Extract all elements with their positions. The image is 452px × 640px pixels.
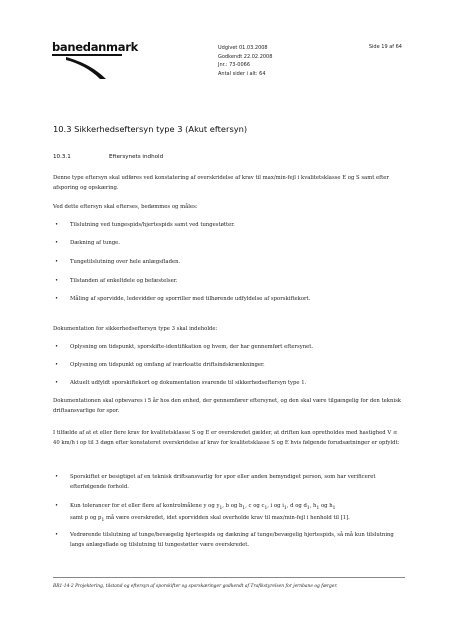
meta-journal-number: Jnr.: 73-0066 <box>218 62 250 69</box>
list-item: • Tungetilslutning over hele anlægsfladen. <box>53 258 405 268</box>
subsection-heading <box>53 154 163 160</box>
banedanmark-logo <box>52 40 138 80</box>
logo-wordmark: banedanmark <box>52 40 138 54</box>
list-item: • Oplysning om tidspunkt og omfang af iværksatte driftsindskrænkninger. <box>53 361 405 371</box>
document-metadata <box>218 44 272 78</box>
bullet-icon: • <box>55 278 59 284</box>
paragraph-documentation: Dokumentation for sikkerhedseftersyn type 3 skal indeholde: <box>53 326 218 332</box>
list-item: • Vedrørende tilslutning af tunge/bevægelig hjertespids og dækning af tunge/bevægelig hjertespids, så må kun tilslutning langs anlægsflade og tilslutning til tungestøtter være overskredet. <box>55 532 394 548</box>
bullet-icon: • <box>55 222 59 228</box>
meta-approved: Godkendt 22.02.2008 <box>218 53 273 60</box>
subsection-number: 10.3.1 <box>53 154 71 160</box>
bullet-icon: • <box>55 503 59 509</box>
logo-track-icon <box>66 57 112 79</box>
paragraph-operating-conditions: I tilfælde af at et eller flere krav for kvalitetsklasse S og E er overskredet gælder, at driften kan opretholdes med hastighed V ≤ 40 km/h i op til 3 døgn efter konstateret overskridelse af krav for kvalitetsklasse S og E hvis følgende forudsætninger er opfyldt: <box>53 430 400 446</box>
bullet-icon: • <box>55 259 59 265</box>
paragraph-inspection-scope: Ved dette eftersyn skal efterses, bedømmes og måles: <box>53 204 198 210</box>
bullet-icon: • <box>55 532 59 538</box>
list-item: • Oplysning om tidspunkt, sporskifte-identifikation og hvem, der har gennemført eftersynet. <box>53 343 405 353</box>
footer-divider <box>53 577 405 578</box>
list-item: • Tilstanden af enkeltdele og befæstelser. <box>53 277 405 287</box>
bullet-icon: • <box>55 474 59 480</box>
bullet-icon: • <box>55 362 59 368</box>
page-footer: BR1-14-2 Projektering, tilstand og eftersyn af sporskifter og sporskæringer godkendt af Trafikstyrelsen for jernbane og færger. <box>53 584 338 589</box>
paragraph-retention: Dokumentationen skal opbevares i 5 år hos den enhed, der gennemfører eftersynet, og den skal være tilgængelig for den teknisk driftsansvarlige for spor. <box>53 398 402 414</box>
list-item: • Måling af sporvidde, ledevidder og sporriller med tilhørende udfyldelse af sporskiftekort. <box>53 295 405 305</box>
list-item: • Dækning af tunge. <box>53 239 405 249</box>
meta-published: Udgivet 01.03.2008 <box>218 45 268 51</box>
list-item: • Aktuelt udfyldt sporskiftekort og dokumentation svarende til sikkerhedseftersyn type 1. <box>53 379 405 389</box>
list-item <box>53 502 405 525</box>
bullet-icon: • <box>55 240 59 246</box>
list-item: • Sporskiftet er besigtiget af en teknisk driftsansvarlig for spor eller anden bemyndiget person, som har verificeret efterfølgende forhold. <box>55 474 376 490</box>
bullet-icon: • <box>55 344 59 350</box>
logo-rail-bar <box>52 54 122 56</box>
page-header <box>0 0 452 100</box>
meta-total-pages: Antal sider i alt: 64 <box>218 70 266 77</box>
subsection-title: Eftersynets indhold <box>109 154 164 160</box>
tolerance-text: Kun tolerancer for et eller flere af kontrolmålene y og $y_1$, b og $b_1$, c og $c_1$, i og $i_1$, d og $d_1$, $h_1$ og $h_1$ samt p og $p_1$ må være overskredet, idet sporvidden skal overholde krav til max/min-fejl i henhold til [1]. <box>70 503 350 523</box>
section-heading: 10.3 Sikkerhedseftersyn type 3 (Akut eftersyn) <box>53 124 248 134</box>
bullet-icon: • <box>55 296 59 302</box>
bullet-icon: • <box>55 380 59 386</box>
page-number: Side 19 af 64 <box>368 44 402 50</box>
paragraph-intro: Denne type eftersyn skal udføres ved konstatering af overskridelse af krav til max/min-fejl i kvalitetsklasse E og S samt efter afsporing og opskæring. <box>53 175 389 191</box>
list-item: • Tilslutning ved tungespids/hjertespids samt ved tungestøtter. <box>53 221 405 231</box>
